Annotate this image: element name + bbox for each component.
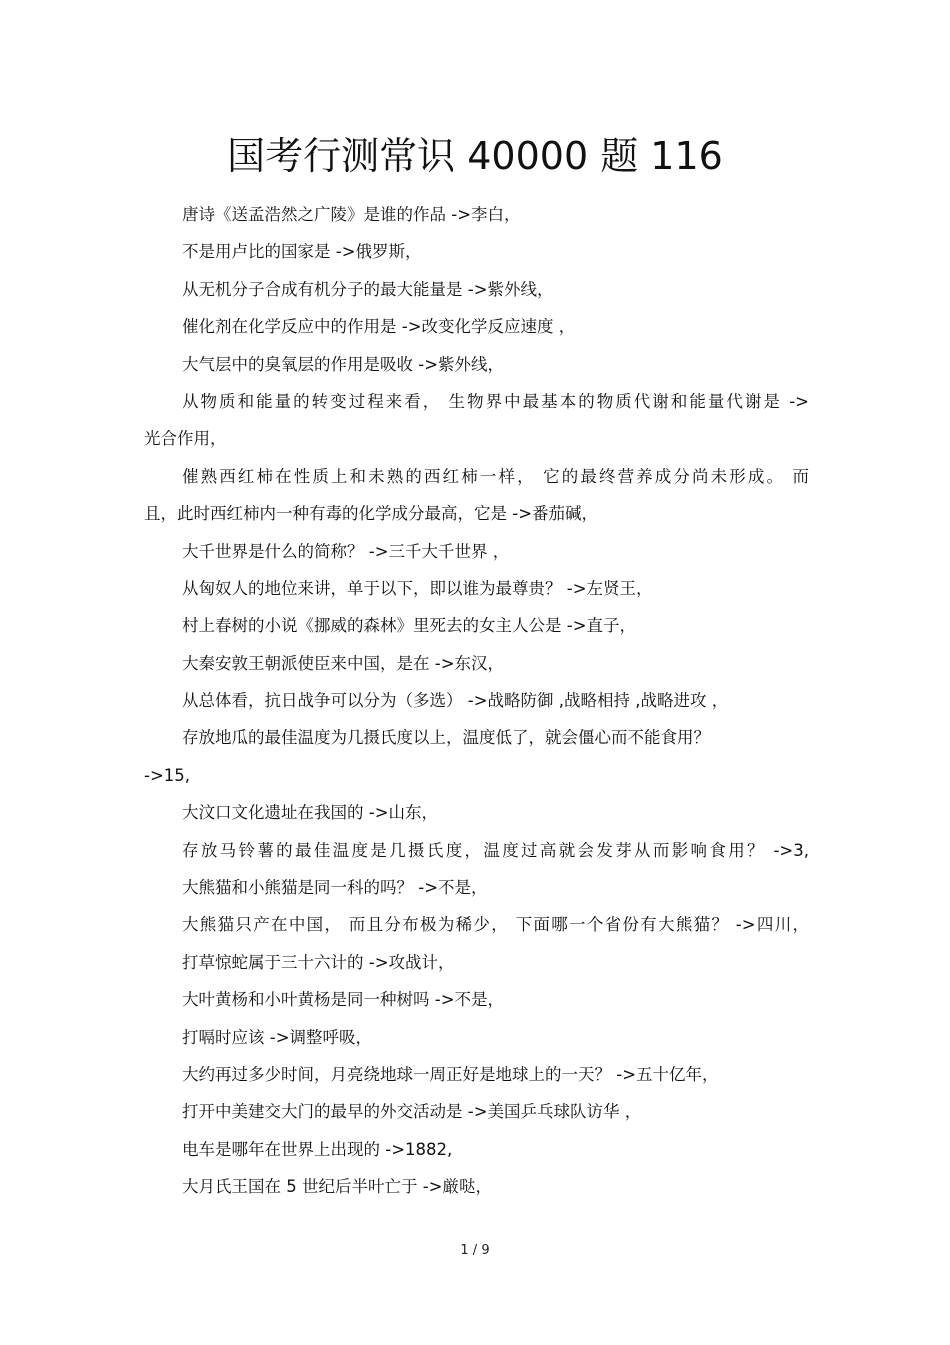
question-line: 催熟西红柿在性质上和未熟的西红柿一样， 它的最终营养成分尚未形成。 而: [182, 466, 809, 486]
question-line: 从总体看，抗日战争可以分为（多选） ->战略防御 ,战略相持 ,战略进攻 ，: [182, 691, 729, 711]
question-line: 电车是哪年在世界上出现的 ->1882,: [182, 1139, 453, 1159]
question-line: 打嗝时应该 ->调整呼吸，: [182, 1027, 373, 1047]
question-line: 大熊猫只产在中国， 而且分布极为稀少， 下面哪一个省份有大熊猫？ ->四川，: [182, 915, 809, 935]
question-line: 唐诗《送孟浩然之广陵》是谁的作品 ->李白，: [182, 205, 521, 224]
question-line: 大秦安敦王朝派使臣来中国，是在 ->东汉，: [182, 653, 505, 673]
question-line: 从无机分子合成有机分子的最大能量是 ->紫外线，: [182, 279, 554, 299]
question-line: 存放地瓜的最佳温度为几摄氏度以上，温度低了，就会僵心而不能食用？: [182, 728, 710, 748]
question-line: 村上春树的小说《挪威的森林》里死去的女主人公是 ->直子，: [182, 616, 637, 636]
question-line: 打草惊蛇属于三十六计的 ->攻战计，: [182, 952, 455, 972]
page-number: 1 / 9: [460, 1243, 490, 1258]
question-line: 大约再过多少时间，月亮绕地球一周正好是地球上的一天？ ->五十亿年，: [182, 1064, 719, 1084]
page-title: 国考行测常识 40000 题 116: [227, 134, 723, 178]
question-line: 大汶口文化遗址在我国的 ->山东，: [182, 803, 439, 823]
question-line: 不是用卢比的国家是 ->俄罗斯，: [182, 242, 422, 262]
question-line: 大熊猫和小熊猫是同一科的吗？ ->不是，: [182, 878, 488, 898]
question-line: 从物质和能量的转变过程来看， 生物界中最基本的物质代谢和能量代谢是 ->: [182, 391, 809, 411]
question-list: [144, 196, 809, 1206]
question-line: 催化剂在化学反应中的作用是 ->改变化学反应速度 ，: [182, 317, 576, 337]
question-line: 且，此时西红柿内一种有毒的化学成分最高，它是 ->番茄碱，: [144, 504, 599, 524]
question-line: 大叶黄杨和小叶黄杨是同一种树吗 ->不是，: [182, 990, 505, 1010]
question-line: 大月氏王国在 5 世纪后半叶亡于 ->厳哒，: [182, 1177, 493, 1197]
question-line: 存放马铃薯的最佳温度是几摄氏度，温度过高就会发芽从而影响食用？ ->3,: [182, 840, 809, 860]
question-line: 大气层中的臭氧层的作用是吸收 ->紫外线，: [182, 354, 505, 374]
question-line: 光合作用，: [144, 429, 227, 449]
question-line: 从匈奴人的地位来讲，单于以下，即以谁为最尊贵？ ->左贤王，: [182, 578, 653, 598]
question-line: 大千世界是什么的简称？ ->三千大千世界 ，: [182, 541, 510, 561]
question-line: 打开中美建交大门的最早的外交活动是 ->美国乒乓球队访华 ，: [182, 1102, 642, 1122]
question-line: ->15,: [144, 765, 191, 785]
